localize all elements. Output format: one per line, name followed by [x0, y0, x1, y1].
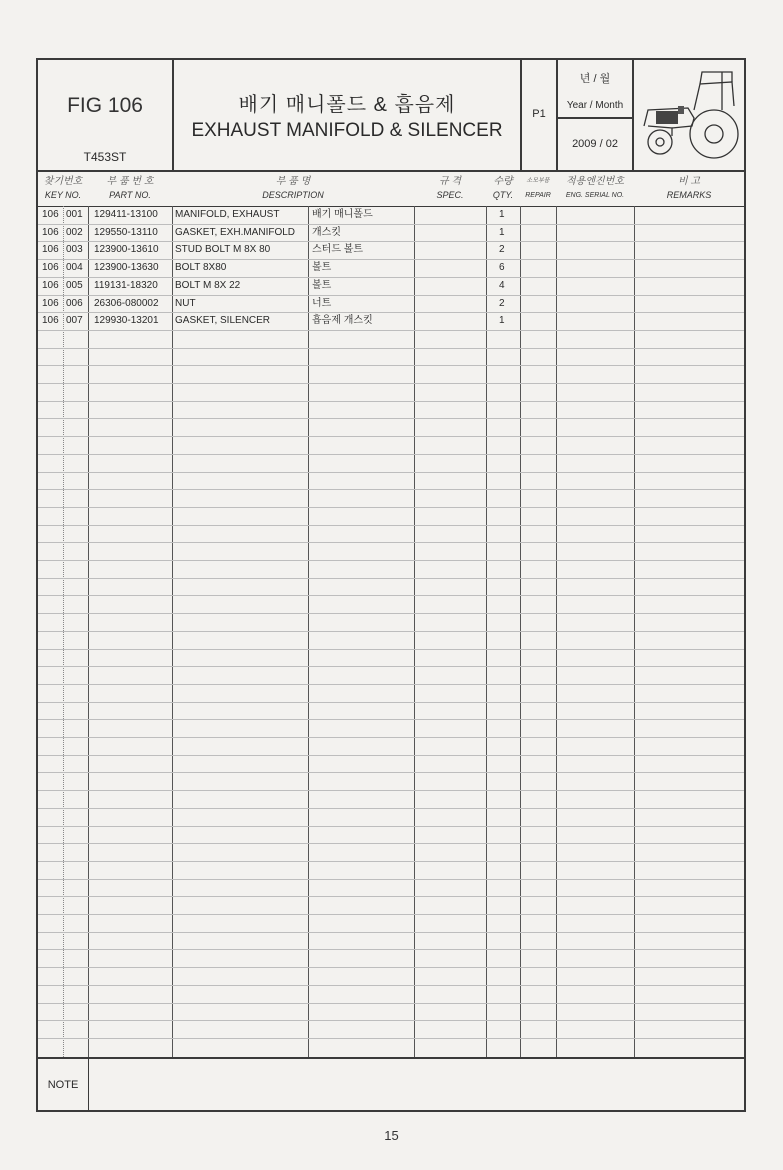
- quantity-cell: 2: [499, 297, 505, 309]
- ruled-line: [38, 418, 744, 419]
- col-qty: [486, 170, 520, 206]
- table-row: [38, 295, 744, 313]
- ruled-line: [38, 560, 744, 561]
- key-number-cell: 001: [66, 209, 83, 220]
- key-number-cell: 007: [66, 315, 83, 327]
- ruled-line: [38, 578, 744, 579]
- page-label: P1: [532, 108, 546, 120]
- col-spec-en: SPEC.: [436, 190, 464, 200]
- part-number-cell: 123900-13610: [94, 244, 159, 256]
- ruled-line: [38, 365, 744, 366]
- col-repair-en: REPAIR: [525, 192, 551, 199]
- quantity-cell: 4: [499, 279, 505, 291]
- year-month-korean: 년 / 월: [579, 73, 611, 85]
- ruled-line: [38, 613, 744, 614]
- table-row: [38, 259, 744, 277]
- table-row: [38, 224, 744, 242]
- col-repair-kr: 소모부품: [526, 178, 550, 184]
- table-row: [38, 206, 744, 224]
- ruled-line: [38, 932, 744, 933]
- description-en-cell: MANIFOLD, EXHAUST: [175, 209, 280, 220]
- title-box: [174, 60, 522, 170]
- fig-number-cell: 106: [42, 315, 59, 327]
- col-key-no-kr: 찾기번호: [43, 176, 83, 187]
- tractor-icon: [638, 66, 740, 162]
- note-label: NOTE: [38, 1059, 89, 1112]
- tractor-illustration: [634, 60, 744, 170]
- ruled-line: [38, 719, 744, 720]
- col-qty-en: QTY.: [492, 190, 514, 200]
- ruled-line: [38, 436, 744, 437]
- ruled-line: [38, 666, 744, 667]
- description-en-cell: BOLT M 8X 22: [175, 279, 241, 291]
- description-en-cell: NUT: [175, 297, 196, 309]
- col-spec-kr: 규 격: [438, 176, 462, 187]
- fig-number-cell: 106: [42, 262, 59, 274]
- page-box: [522, 60, 558, 170]
- description-kr-cell: 볼트: [312, 262, 332, 274]
- col-repair: [520, 170, 556, 206]
- page-number: 15: [384, 1128, 399, 1143]
- title-english: EXHAUST MANIFOLD & SILENCER: [191, 120, 503, 141]
- description-kr-cell: 흡음제 개스킷: [312, 315, 373, 327]
- parts-table-body: [38, 206, 744, 1057]
- fig-number-cell: 106: [42, 297, 59, 309]
- ruled-line: [38, 1020, 744, 1021]
- ruled-line: [38, 684, 744, 685]
- ruled-line: [38, 755, 744, 756]
- col-description-kr: 부 품 명: [275, 176, 311, 187]
- ruled-line: [38, 949, 744, 950]
- description-kr-cell: 스터드 볼트: [312, 244, 364, 256]
- ruled-line: [38, 808, 744, 809]
- description-en-cell: GASKET, EXH.MANIFOLD: [175, 226, 296, 238]
- ruled-line: [38, 896, 744, 897]
- fig-number-cell: 106: [42, 209, 59, 220]
- fig-number-cell: 106: [42, 279, 59, 291]
- part-number-cell: 129550-13110: [94, 226, 158, 238]
- ruled-line: [38, 649, 744, 650]
- ruled-line: [38, 914, 744, 915]
- ruled-line: [38, 985, 744, 986]
- note-section: [38, 1057, 744, 1112]
- key-number-cell: 005: [66, 279, 83, 291]
- part-number-cell: 26306-080002: [94, 297, 159, 309]
- ruled-line: [38, 702, 744, 703]
- ruled-line: [38, 631, 744, 632]
- col-part-no-en: PART NO.: [109, 190, 151, 200]
- ruled-line: [38, 472, 744, 473]
- year-month-english: Year / Month: [566, 100, 624, 111]
- quantity-cell: 1: [499, 315, 505, 327]
- ruled-line: [38, 737, 744, 738]
- ruled-line: [38, 507, 744, 508]
- table-row: [38, 277, 744, 295]
- col-description: [172, 170, 414, 206]
- col-part-no: [88, 170, 172, 206]
- year-month-box: [558, 60, 634, 170]
- ruled-line: [38, 826, 744, 827]
- header: [38, 60, 744, 172]
- col-spec: [414, 170, 486, 206]
- col-eng-serial: [556, 170, 634, 206]
- col-remarks-kr: 비 고: [677, 176, 701, 187]
- ruled-line: [38, 790, 744, 791]
- part-number-cell: 119131-18320: [94, 279, 158, 291]
- description-en-cell: GASKET, SILENCER: [175, 315, 271, 327]
- part-number-cell: 129930-13201: [94, 315, 159, 327]
- description-kr-cell: 너트: [312, 297, 332, 309]
- col-remarks-en: REMARKS: [666, 190, 712, 200]
- fig-number: FIG 106: [67, 94, 143, 117]
- ruled-line: [38, 454, 744, 455]
- description-kr-cell: 볼트: [312, 279, 332, 291]
- col-eng-serial-kr: 적용엔진번호: [566, 176, 624, 187]
- model-code: T453ST: [83, 150, 127, 164]
- col-key-no: [38, 170, 88, 206]
- key-number-cell: 004: [66, 262, 83, 274]
- part-number-cell: 129411-13100: [94, 209, 158, 220]
- col-description-en: DESCRIPTION: [262, 190, 324, 200]
- ruled-line: [38, 330, 744, 331]
- ruled-line: [38, 348, 744, 349]
- col-qty-kr: 수량: [493, 176, 513, 187]
- quantity-cell: 2: [499, 244, 505, 256]
- table-row: [38, 241, 744, 259]
- ruled-line: [38, 595, 744, 596]
- key-number-cell: 003: [66, 244, 83, 256]
- ruled-line: [38, 1003, 744, 1004]
- quantity-cell: 6: [499, 262, 505, 274]
- ruled-line: [38, 861, 744, 862]
- key-number-cell: 002: [66, 226, 83, 238]
- col-key-no-en: KEY NO.: [44, 190, 82, 200]
- title-korean: 배기 매니폴드 & 흡음제: [238, 94, 456, 116]
- ruled-line: [38, 489, 744, 490]
- ruled-line: [38, 525, 744, 526]
- fig-number-cell: 106: [42, 244, 59, 256]
- fig-number-cell: 106: [42, 226, 59, 238]
- column-headings: [38, 170, 744, 207]
- ruled-line: [38, 383, 744, 384]
- parts-list-frame: [36, 58, 746, 1112]
- table-row: [38, 312, 744, 330]
- ruled-line: [38, 772, 744, 773]
- description-kr-cell: 배기 매니폴드: [312, 209, 373, 220]
- ruled-line: [38, 401, 744, 402]
- ruled-line: [38, 879, 744, 880]
- key-number-cell: 006: [66, 297, 83, 309]
- quantity-cell: 1: [499, 209, 505, 220]
- col-remarks: [634, 170, 744, 206]
- part-number-cell: 123900-13630: [94, 262, 159, 274]
- ruled-line: [38, 1038, 744, 1039]
- description-kr-cell: 개스킷: [312, 226, 341, 238]
- issue-date: 2009 / 02: [558, 117, 632, 172]
- ruled-line: [38, 542, 744, 543]
- description-en-cell: BOLT 8X80: [175, 262, 227, 274]
- fig-box: [38, 60, 174, 170]
- col-part-no-kr: 부 품 번 호: [106, 176, 154, 187]
- col-eng-serial-en: ENG. SERIAL NO.: [565, 192, 625, 199]
- description-en-cell: STUD BOLT M 8X 80: [175, 244, 271, 256]
- ruled-line: [38, 967, 744, 968]
- ruled-line: [38, 843, 744, 844]
- quantity-cell: 1: [499, 226, 505, 238]
